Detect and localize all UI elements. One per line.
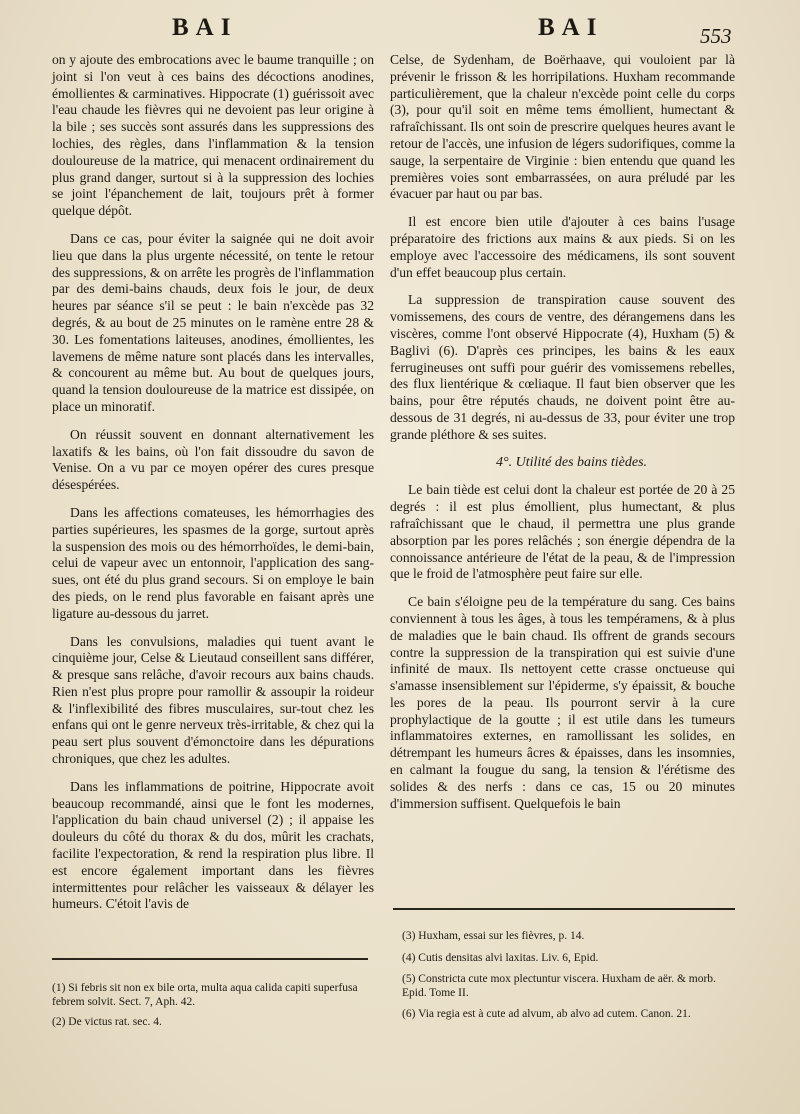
footnote: (2) De victus rat. sec. 4. (52, 1016, 162, 1028)
paragraph: On réussit souvent en donnant alternativement les laxatifs & les bains, où l'on fait dissoudre du savon de Venise. On a vu par ce moyen opérer des cures presque désespérées. (52, 426, 374, 493)
paragraph: La suppression de transpiration cause souvent des vomissemens, des cours de ventre, des dérangemens dans les viscères, comme l'ont observé Hippocrate (4), Huxham (5) & Baglivi (6). D'après ces principes, les bains & les eaux ferrugineuses ont suffi pour guérir des vomissemens rebelles, des flux lientérique & cœliaque. Il faut bien observer que les bains, pour être réputés chauds, ne doivent point être au-dessous de 31 degrés, ni au-dessus de 33, pour éviter une trop grande pléthore & ses suites. (390, 292, 735, 442)
paragraph: Ce bain s'éloigne peu de la température du sang. Ces bains conviennent à tous les âges, à tous les tempéramens, & à plus de maladies que le bain chaud. Ils offrent de grands secours contre la suppression de la transpiration qui est suivie d'une infinité de maux. Ils nettoyent cette crasse onctueuse qui s'amasse insensiblement sur l'épiderme, s'y épaissit, & bouche les pores de la peau. Ils pourront servir à la cure prophylactique de la goutte ; il est utile dans les tumeurs inflammatoires externes, en ramollissant les solides, en détrempant les humeurs âcres & épaisses, dans les insomnies, en calmant la fougue du sang, la tension & l'érétisme des solides & des nerfs : dans ce cas, 15 ou 20 minutes d'immersion suffisent. Quelquefois le bain (390, 594, 735, 811)
footnote: (1) Si febris sit non ex bile orta, multa aqua calida capiti superfusa febrem solvit. Sect. 7, Aph. 42. (52, 982, 358, 1008)
footnote: (6) Via regia est à cute ad alvum, ab alvo ad cutem. Canon. 21. (402, 1008, 691, 1020)
left-column (52, 52, 374, 924)
running-head-left: BAI (172, 14, 238, 41)
footnote: (3) Huxham, essai sur les fièvres, p. 14. (402, 930, 585, 942)
footnotes-left (52, 982, 370, 1037)
paragraph: Dans les inflammations de poitrine, Hippocrate avoit beaucoup recommandé, ainsi que le font les modernes, l'application du bain chaud universel (2) ; il appaise les douleurs du côté du thorax & du dos, mûrit les crachats, facilite l'expectoration, & rend la respiration plus libre. Il est encore également important dans les fièvres intermittentes pour relâcher les vaisseaux & délayer les humeurs. C'étoit l'avis de (52, 778, 374, 912)
footnote: (5) Constricta cute mox plectuntur viscera. Huxham de aër. & morb. Epid. Tome II. (402, 973, 716, 999)
paragraph: Dans ce cas, pour éviter la saignée qui ne doit avoir lieu que dans la plus urgente nécessité, on tente le retour des suppressions, & on arrête les progrès de l'inflammation par des demi-bains chauds, deux fois le jour, de deux heures par séance s'il se peut : le bain n'excède pas 32 degrés, & au bout de 25 minutes on le ramène entre 28 & 30. Les fomentations laiteuses, anodines, émollientes, les lavemens de même nature sont placés dans les intervalles, & concourent au même but. Au bout de quelques jours, quand la tension douloureuse de la matrice est dissipée, on place un minoratif. (52, 230, 374, 414)
paragraph: on y ajoute des embrocations avec le baume tranquille ; on joint si l'on veut à ces bains des décoctions anodines, émollientes & carminatives. Hippocrate (1) guérissoit avec l'eau chaude les fièvres qui ne devoient pas leur origine à la bile ; ses succès sont assurés dans les suppressions des lochies, des règles, dans l'inflammation & la tension douloureuse de la matrice, qui menacent ordinairement du plus grand danger, surtout si à la suppression des lochies se joint l'épanchement de lait, toujours prêt à former quelque dépôt. (52, 52, 374, 219)
paragraph: Celse, de Sydenham, de Boërhaave, qui vouloient par là prévenir le frisson & les horripilations. Huxham recommande particulièrement, que la chaleur n'excède point celle du corps (3), pour qu'il soit en même tems émollient, humectant & rafraîchissant. Ils ont soin de prescrire quelques heures avant le retour de l'accès, une infusion de légers sudorifiques, comme la sauge, la serpentaire de Virginie : bien entendu que quand les premières voies sont embarrassées, on aura préludé par les évacuer par haut ou par bas. (390, 52, 735, 202)
paragraph: Le bain tiède est celui dont la chaleur est portée de 20 à 25 degrés : il est plus émollient, plus humectant, & plus rafraîchissant que le chaud, il permettra une plus grande absorption par les pores relâchés ; son énergie dépendra de la connoissance antérieure de l'état de la peau, & de l'impression que le froid de l'atmosphère peut faire sur elle. (390, 482, 735, 582)
section-heading: 4°. Utilité des bains tièdes. (495, 454, 648, 470)
footnotes-right (402, 930, 737, 1030)
page-number: 553 (700, 24, 732, 48)
paragraph: Il est encore bien utile d'ajouter à ces bains l'usage préparatoire des frictions aux mains & aux pieds. Si on les employe avec l'accessoire des médicamens, ils sont souvent d'un effet beaucoup plus certain. (390, 214, 735, 280)
paragraph: Dans les affections comateuses, les hémorrhagies des parties supérieures, les spasmes de la gorge, surtout après la suspension des mois ou des hémorrhoïdes, le demi-bain, celui de vapeur avec un entonnoir, l'application des sang-sues, ont été du plus grand secours. Si on employe le bain des pieds, on le rend plus favorable en faisant après une ligature au-dessous du jarret. (52, 504, 374, 621)
running-head-right: BAI (538, 14, 604, 41)
footnote-divider-left (52, 958, 368, 960)
footnote: (4) Cutis densitas alvi laxitas. Liv. 6, Epid. (402, 951, 599, 964)
paragraph: Dans les convulsions, maladies qui tuent avant le cinquième jour, Celse & Lieutaud conseillent sans différer, & presque sans relâche, d'avoir recours aux bains chauds. Rien n'est plus propre pour ramollir & assoupir la roideur & l'inflexibilité des fibres musculaires, sur-tout chez les enfans qui ont le genre nerveux très-irritable, & chez qui la peau sert plus souvent d'émonctoire dans les dépurations chroniques, que chez les adultes. (52, 633, 374, 767)
right-column (390, 52, 735, 823)
footnote-divider-right (393, 908, 735, 910)
